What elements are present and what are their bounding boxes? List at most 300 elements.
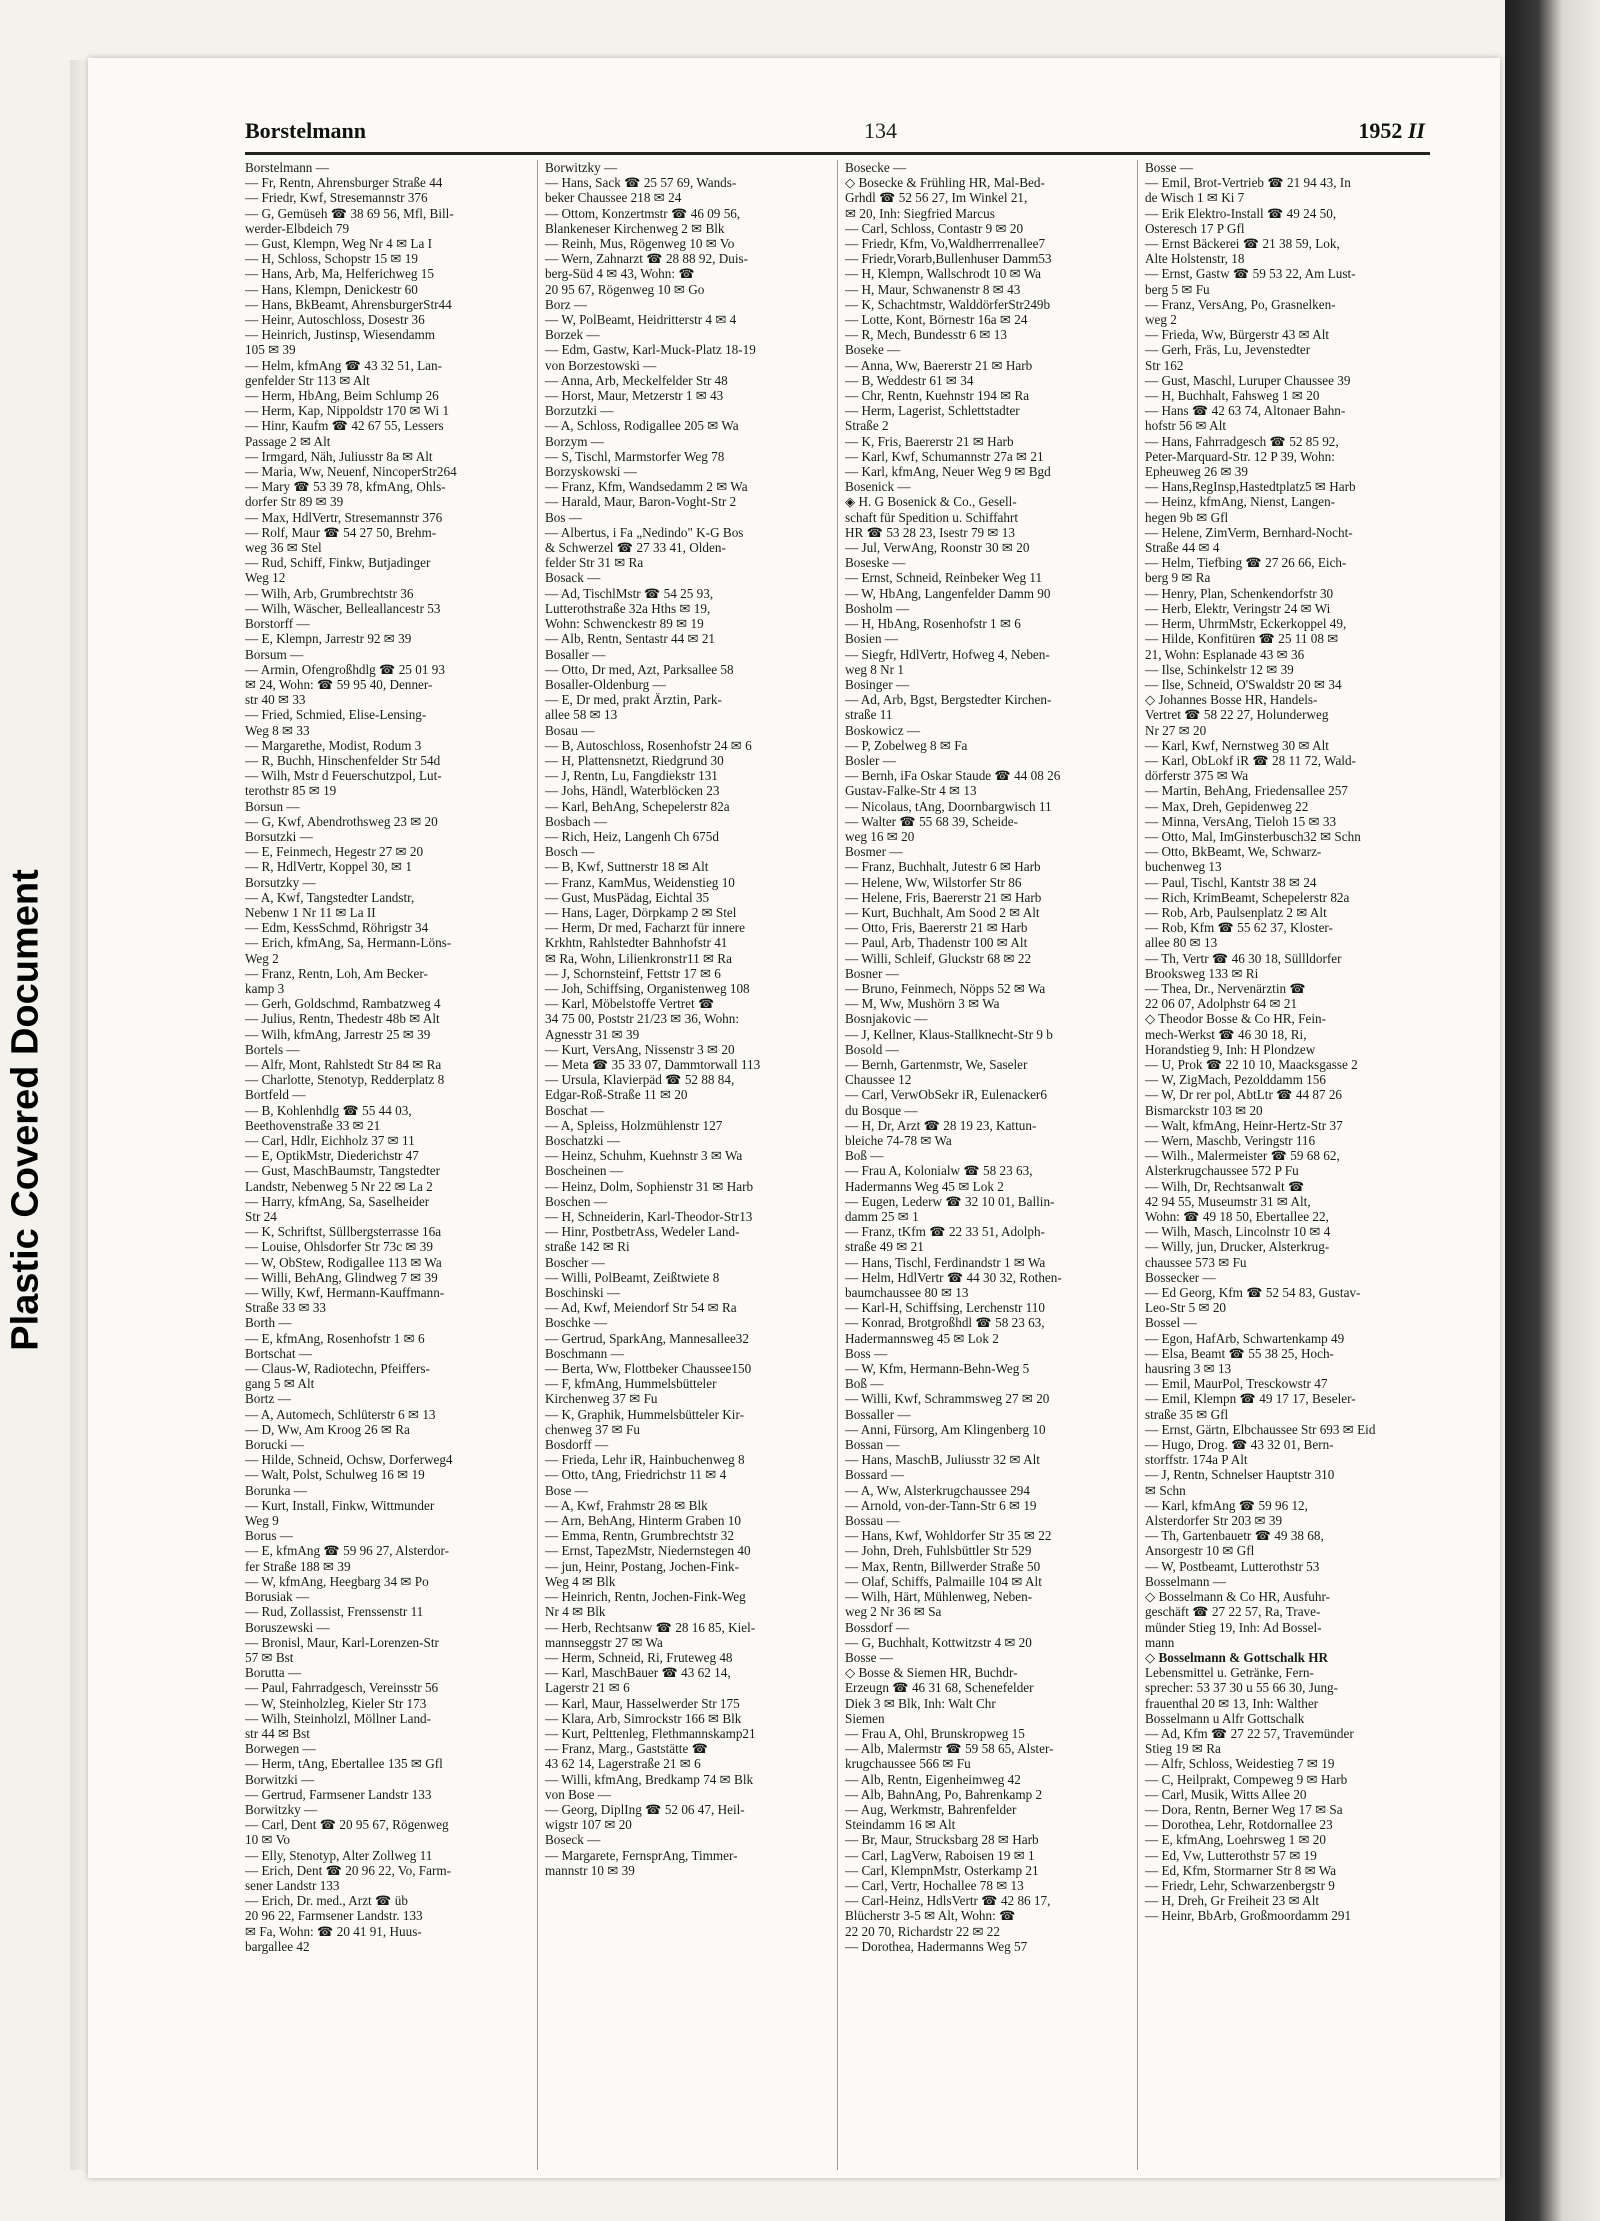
directory-entry-line: Bosenick —: [845, 479, 911, 495]
directory-entry-line: Bosinger —: [845, 676, 910, 692]
directory-entry-line: Vertret ☎ 58 22 27, Holunderweg: [1145, 707, 1329, 723]
directory-entry-line: Grhdl ☎ 52 56 27, Im Winkel 21,: [845, 190, 1028, 206]
directory-entry-line: baumchaussee 80 ✉ 13: [845, 1285, 969, 1301]
directory-entry-line: Bosold —: [845, 1041, 899, 1057]
directory-entry-line: krugchaussee 566 ✉ Fu: [845, 1756, 971, 1772]
directory-entry-line: — Herm, Lagerist, Schlettstadter: [845, 403, 1020, 419]
directory-entry-line: Ansorgestr 10 ✉ Gfl: [1145, 1543, 1255, 1559]
directory-entry-line: Leo-Str 5 ✉ 20: [1145, 1300, 1227, 1316]
directory-entry-line: Bossard —: [845, 1467, 904, 1483]
directory-entry-line: Alsterdorfer Str 203 ✉ 39: [1145, 1513, 1283, 1529]
directory-entry-line: — H, Dreh, Gr Freiheit 23 ✉ Alt: [1145, 1893, 1320, 1909]
directory-entry-line: — B, Weddestr 61 ✉ 34: [845, 372, 974, 388]
directory-entry-line: — C, Heilprakt, Compeweg 9 ✉ Harb: [1145, 1771, 1348, 1787]
column-3: [845, 160, 1131, 2170]
directory-entry-line: beker Chaussee 218 ✉ 24: [545, 190, 682, 206]
directory-entry-line: — Carl, Vertr, Hochallee 78 ✉ 13: [845, 1877, 1024, 1893]
directory-entry-line: 34 75 00, Poststr 21/23 ✉ 36, Wohn:: [545, 1011, 740, 1027]
directory-entry-line: Blücherstr 3-5 ✉ Alt, Wohn: ☎: [845, 1908, 1016, 1924]
directory-entry-line: — Frieda, Ww, Bürgerstr 43 ✉ Alt: [1145, 327, 1330, 343]
directory-entry-line: Bosau —: [545, 722, 595, 738]
directory-entry-line: Steindamm 16 ✉ Alt: [845, 1817, 956, 1833]
directory-entry-line: — Helene, Fris, Baererstr 21 ✉ Harb: [845, 889, 1042, 905]
directory-entry-line: Boseske —: [845, 555, 906, 571]
directory-entry-line: — Gust, MusPädag, Eichtal 35: [545, 889, 710, 905]
directory-entry-line: — M, Ww, Mushörn 3 ✉ Wa: [845, 996, 1000, 1012]
directory-entry-line: — Paul, Arb, Thadenstr 100 ✉ Alt: [845, 935, 1028, 951]
directory-entry-line: — Willy, Kwf, Hermann-Kauffmann-: [245, 1285, 445, 1301]
directory-entry-line: ◇ Bosecke & Frühling HR, Mal-Bed-: [845, 175, 1045, 191]
directory-entry-line: Borsum —: [245, 646, 304, 662]
directory-entry-line: — Egon, HafArb, Schwartenkamp 49: [1145, 1330, 1345, 1346]
directory-entry-line: weg 36 ✉ Stel: [245, 540, 322, 556]
directory-entry-line: weg 2 Nr 36 ✉ Sa: [845, 1604, 942, 1620]
directory-entry-line: Horandstieg 9, Inh: H Plondzew: [1145, 1041, 1316, 1057]
directory-entry-line: — Heinz, kfmAng, Nienst, Langen-: [1145, 494, 1336, 510]
directory-entry-line: ✉ Ra, Wohn, Lilienkronstr11 ✉ Ra: [545, 950, 732, 966]
directory-entry-line: Bossan —: [845, 1437, 900, 1453]
directory-entry-line: — Wilh, Steinholzl, Möllner Land-: [245, 1710, 432, 1726]
directory-entry-line: — Helm, kfmAng ☎ 43 32 51, Lan-: [245, 357, 442, 373]
directory-entry-line: Lebensmittel u. Getränke, Fern-: [1145, 1665, 1314, 1681]
directory-entry-line: — Otto, Mal, ImGinsterbusch32 ✉ Schn: [1145, 828, 1361, 844]
directory-entry-line: allee 80 ✉ 13: [1145, 935, 1218, 951]
directory-entry-line: straße 35 ✉ Gfl: [1145, 1406, 1229, 1422]
directory-entry-line: Bosner —: [845, 965, 899, 981]
directory-entry-line: — Heinr, Autoschloss, Dosestr 36: [245, 312, 425, 328]
directory-entry-line: — Arnold, von-der-Tann-Str 6 ✉ 19: [845, 1497, 1037, 1513]
directory-entry-line: — Nicolaus, tAng, Doornbargwisch 11: [845, 798, 1052, 814]
directory-entry-line: — Walt, kfmAng, Heinr-Hertz-Str 37: [1145, 1117, 1343, 1133]
directory-entry-line: Nr 27 ✉ 20: [1145, 722, 1207, 738]
directory-entry-line: Nr 4 ✉ Blk: [545, 1604, 606, 1620]
directory-entry-line: — Herm, tAng, Ebertallee 135 ✉ Gfl: [245, 1756, 443, 1772]
directory-entry-line: — Albertus, i Fa „Nedindo" K-G Bos: [545, 524, 744, 540]
directory-entry-line: — Wilh, kfmAng, Jarrestr 25 ✉ 39: [245, 1026, 431, 1042]
page-shadow: [70, 60, 88, 2170]
directory-entry-line: — Rud, Zollassist, Frenssenstr 11: [245, 1604, 424, 1620]
directory-entry-line: — Henry, Plan, Schenkendorfstr 30: [1145, 585, 1334, 601]
directory-entry-line: Hadermannsweg 45 ✉ Lok 2: [845, 1330, 999, 1346]
directory-entry-line: Bosack —: [545, 570, 601, 586]
directory-entry-line: — Anna, Arb, Meckelfelder Str 48: [545, 372, 728, 388]
directory-entry-line: 42 94 55, Museumstr 31 ✉ Alt,: [1145, 1193, 1311, 1209]
directory-entry-line: — Friedr, Kwf, Stresemannstr 376: [245, 190, 428, 206]
directory-entry-line: werder-Elbdeich 79: [245, 220, 350, 236]
directory-entry-line: — Chr, Rentn, Kuehnstr 194 ✉ Ra: [845, 388, 1030, 404]
directory-entry-line: — Carl-Heinz, HdlsVertr ☎ 42 86 17,: [845, 1893, 1051, 1909]
directory-entry-line: — Hans, MaschB, Juliusstr 32 ✉ Alt: [845, 1452, 1040, 1468]
directory-entry-line: — U, Prok ☎ 22 10 10, Maacksgasse 2: [1145, 1056, 1358, 1072]
directory-entry-line: Boruszewski —: [245, 1619, 330, 1635]
directory-entry-line: — Bruno, Feinmech, Nöpps 52 ✉ Wa: [845, 980, 1046, 996]
directory-entry-line: — Margarethe, Modist, Rodum 3: [245, 737, 422, 753]
directory-entry-line: ◇ Theodor Bosse & Co HR, Fein-: [1145, 1011, 1326, 1027]
directory-entry-line: — Gertrud, Farmsener Landstr 133: [245, 1786, 432, 1802]
directory-entry-line: weg 2: [1145, 312, 1177, 328]
directory-entry-line: — Herm, HbAng, Beim Schlump 26: [245, 388, 439, 404]
directory-entry-line: — Franz, Buchhalt, Jutestr 6 ✉ Harb: [845, 859, 1041, 875]
directory-entry-line: — Alfr, Mont, Rahlstedt Str 84 ✉ Ra: [245, 1056, 442, 1072]
directory-entry-line: — Ernst Bäckerei ☎ 21 38 59, Lok,: [1145, 236, 1340, 252]
directory-entry-line: Borzek —: [545, 327, 600, 343]
directory-entry-line: Borwitzky —: [545, 160, 618, 175]
directory-entry-line: — Ed Georg, Kfm ☎ 52 54 83, Gustav-: [1145, 1285, 1361, 1301]
directory-entry-line: — Dorothea, Hadermanns Weg 57: [845, 1938, 1028, 1954]
directory-entry-line: — Herb, Rechtsanw ☎ 28 16 85, Kiel-: [545, 1619, 756, 1635]
directory-entry-line: Boscher —: [545, 1254, 605, 1270]
directory-entry-line: Boß —: [845, 1376, 884, 1392]
directory-entry-line: — Rich, KrimBeamt, Schepelerstr 82a: [1145, 889, 1350, 905]
directory-entry-line: — Karl, MaschBauer ☎ 43 62 14,: [545, 1665, 731, 1681]
directory-entry-line: Boschke —: [545, 1315, 607, 1331]
directory-entry-line: Bossecker —: [1145, 1269, 1216, 1285]
side-label-text: Plastic Covered Document: [4, 869, 47, 1351]
directory-entry-line: — Wilh, Arb, Grumbrechtstr 36: [245, 585, 414, 601]
directory-entry-line: — Erich, Dr. med., Arzt ☎ üb: [245, 1893, 408, 1909]
directory-entry-line: Landstr, Nebenweg 5 Nr 22 ✉ La 2: [245, 1178, 433, 1194]
directory-entry-line: Bortschat —: [245, 1345, 313, 1361]
directory-entry-line: Weg 12: [245, 570, 286, 586]
directory-entry-line: — K, Graphik, Hummelsbütteler Kir-: [545, 1406, 744, 1422]
directory-entry-line: — H, Klempn, Wallschrodt 10 ✉ Wa: [845, 266, 1041, 282]
directory-entry-line: Str 24: [245, 1209, 277, 1225]
directory-entry-line: — Ad, Arb, Bgst, Bergstedter Kirchen-: [845, 692, 1052, 708]
directory-entry-line: — Claus-W, Radiotechn, Pfeiffers-: [245, 1361, 430, 1377]
directory-entry-line: — W, HbAng, Langenfelder Damm 90: [845, 585, 1051, 601]
directory-entry-line: — Fried, Schmied, Elise-Lensing-: [245, 707, 427, 723]
directory-entry-line: — Olaf, Schiffs, Palmaille 104 ✉ Alt: [845, 1573, 1042, 1589]
directory-entry-line: — Gerh, Goldschmd, Rambatzweg 4: [245, 996, 441, 1012]
directory-entry-line: — Hans, Tischl, Ferdinandstr 1 ✉ Wa: [845, 1254, 1046, 1270]
directory-entry-line: Bosselmann u Alfr Gottschalk: [1145, 1710, 1305, 1726]
directory-entry-line: — Irmgard, Näh, Juliusstr 8a ✉ Alt: [245, 448, 433, 464]
directory-entry-line: — Martin, BehAng, Friedensallee 257: [1145, 783, 1348, 799]
directory-entry-line: — H, Buchhalt, Fahsweg 1 ✉ 20: [1145, 388, 1320, 404]
directory-entry-line: — B, Kohlenhdlg ☎ 55 44 03,: [245, 1102, 412, 1118]
directory-entry-line: 22 06 07, Adolphstr 64 ✉ 21: [1145, 996, 1298, 1012]
running-head-year: [1358, 118, 1425, 144]
directory-entry-line: Bossdorf —: [845, 1619, 910, 1635]
directory-entry-line: Hadermanns Weg 45 ✉ Lok 2: [845, 1178, 1004, 1194]
directory-entry-line: Blankeneser Kirchenweg 2 ✉ Blk: [545, 220, 725, 236]
directory-entry-line: — G, Gemüseh ☎ 38 69 56, Mfl, Bill-: [245, 205, 454, 221]
directory-entry-line: — Helm, HdlVertr ☎ 44 30 32, Rothen-: [845, 1269, 1062, 1285]
directory-entry-line: Weg 9: [245, 1513, 279, 1529]
directory-entry-line: — Kurt, Install, Finkw, Wittmunder: [245, 1497, 435, 1513]
directory-entry-line: sener Landstr 133: [245, 1877, 340, 1893]
directory-entry-line: — Johs, Händl, Waterblöcken 23: [545, 783, 720, 799]
directory-entry-line: — Hans, Kwf, Wohldorfer Str 35 ✉ 22: [845, 1528, 1052, 1544]
directory-entry-line: sprecher: 53 37 30 u 55 66 30, Jung-: [1145, 1680, 1339, 1696]
directory-entry-line: ◇ Johannes Bosse HR, Handels-: [1145, 692, 1318, 708]
directory-entry-line: — Max, Dreh, Gepidenweg 22: [1145, 798, 1309, 814]
directory-entry-line: Bosse —: [845, 1649, 893, 1665]
directory-entry-line: Weg 8 ✉ 33: [245, 722, 310, 738]
directory-entry-line: — Rud, Schiff, Finkw, Butjadinger: [245, 555, 431, 571]
directory-entry-line: — W, Steinholzleg, Kieler Str 173: [245, 1695, 427, 1711]
directory-entry-line: — Jul, VerwAng, Roonstr 30 ✉ 20: [845, 540, 1030, 556]
directory-entry-line: Bosnjakovic —: [845, 1011, 928, 1027]
directory-entry-line: Bossaller —: [845, 1406, 911, 1422]
directory-entry-line: — Edm, KessSchmd, Röhrigstr 34: [245, 920, 429, 936]
directory-entry-line: — B, Autoschloss, Rosenhofstr 24 ✉ 6: [545, 737, 752, 753]
directory-entry-line: Lagerstr 21 ✉ 6: [545, 1680, 630, 1696]
directory-entry-line: straße 142 ✉ Ri: [545, 1239, 630, 1255]
directory-entry-line: — Ad, TischlMstr ☎ 54 25 93,: [545, 585, 714, 601]
directory-entry-line: Bossau —: [845, 1513, 900, 1529]
directory-entry-line: Borunka —: [245, 1482, 307, 1498]
directory-entry-line: — Willy, jun, Drucker, Alsterkrug-: [1145, 1239, 1330, 1255]
directory-entry-line: Osteresch 17 P Gfl: [1145, 220, 1245, 236]
directory-entry-line: — Carl, LagVerw, Raboisen 19 ✉ 1: [845, 1847, 1035, 1863]
directory-entry-line: Passage 2 ✉ Alt: [245, 433, 331, 449]
directory-entry-line: Wohn: ☎ 49 18 50, Ebertallee 22,: [1145, 1209, 1329, 1225]
directory-entry-line: — Emma, Rentn, Grumbrechtstr 32: [545, 1528, 734, 1544]
directory-entry-line: — Maria, Ww, Neuenf, NincoperStr264: [245, 464, 457, 480]
directory-entry-line: — Herm, Kap, Nippoldstr 170 ✉ Wi 1: [245, 403, 450, 419]
directory-entry-line: felder Str 31 ✉ Ra: [545, 555, 644, 571]
directory-entry-line: ◇ Bosselmann & Co HR, Ausfuhr-: [1145, 1589, 1330, 1605]
directory-entry-line: — Friedr, Lehr, Schwarzenbergstr 9: [1145, 1877, 1335, 1893]
directory-entry-line: — Karl, kfmAng, Neuer Weg 9 ✉ Bgd: [845, 464, 1051, 480]
directory-entry-line: — Alb, Malermstr ☎ 59 58 65, Alster-: [845, 1741, 1054, 1757]
directory-entry-line: frauenthal 20 ✉ 13, Inh: Walther: [1145, 1695, 1319, 1711]
directory-entry-line: — Bronisl, Maur, Karl-Lorenzen-Str: [245, 1634, 439, 1650]
directory-entry-line: 57 ✉ Bst: [245, 1649, 294, 1665]
directory-entry-line: Borth —: [245, 1315, 292, 1331]
directory-entry-line: — Lotte, Kont, Börnestr 16a ✉ 24: [845, 312, 1028, 328]
directory-entry-line: Siemen: [845, 1710, 885, 1726]
directory-entry-line: Borus —: [245, 1528, 293, 1544]
directory-entry-line: Borsutzki —: [245, 828, 313, 844]
directory-entry-line: — Wilh, Mstr d Feuerschutzpol, Lut-: [245, 768, 442, 784]
directory-entry-line: — Hilde, Schneid, Ochsw, Dorferweg4: [245, 1452, 453, 1468]
directory-entry-line: Bose —: [545, 1482, 588, 1498]
directory-entry-line: — John, Dreh, Fuhlsbüttler Str 529: [845, 1543, 1032, 1559]
directory-entry-line: — Wilh, Härt, Mühlenweg, Neben-: [845, 1589, 1033, 1605]
directory-entry-line: — Charlotte, Stenotyp, Redderplatz 8: [245, 1072, 445, 1088]
directory-entry-line: Borz —: [545, 296, 588, 312]
directory-entry-line: — Klara, Arb, Simrockstr 166 ✉ Blk: [545, 1710, 742, 1726]
directory-entry-line: Brooksweg 133 ✉ Ri: [1145, 965, 1259, 981]
directory-entry-line: — Karl, Kwf, Schumannstr 27a ✉ 21: [845, 448, 1044, 464]
directory-entry-line: mannstr 10 ✉ 39: [545, 1862, 635, 1878]
directory-entry-line: — A, Kwf, Tangstedter Landstr,: [245, 889, 415, 905]
directory-entry-line: — Alb, Rentn, Eigenheimweg 42: [845, 1771, 1021, 1787]
column-divider: [537, 160, 538, 2170]
directory-entry-line: hofstr 56 ✉ Alt: [1145, 418, 1227, 434]
directory-entry-line: — Thea, Dr., Nervenärztin ☎: [1145, 980, 1306, 996]
directory-entry-line: — W, PolBeamt, Heidritterstr 4 ✉ 4: [545, 312, 737, 328]
directory-entry-line: — Wilh., Malermeister ☎ 59 68 62,: [1145, 1148, 1340, 1164]
directory-entry-line: — Otto, BkBeamt, We, Schwarz-: [1145, 844, 1322, 860]
directory-entry-line: — Th, Vertr ☎ 46 30 18, Süllldorfer: [1145, 950, 1342, 966]
directory-entry-line: Bortfeld —: [245, 1087, 306, 1103]
directory-entry-line: ✉ 24, Wohn: ☎ 59 95 40, Denner-: [245, 676, 433, 692]
directory-entry-line: Peter-Marquard-Str. 12 P 39, Wohn:: [1145, 448, 1335, 464]
directory-entry-line: Borwitzky —: [245, 1801, 318, 1817]
directory-entry-line: — H, Schloss, Schopstr 15 ✉ 19: [245, 251, 418, 267]
directory-entry-line: mannseggstr 27 ✉ Wa: [545, 1634, 663, 1650]
directory-entry-line: — Walt, Polst, Schulweg 16 ✉ 19: [245, 1467, 425, 1483]
directory-entry-line: dörferstr 375 ✉ Wa: [1145, 768, 1249, 784]
directory-entry-line: — Herm, Schneid, Ri, Fruteweg 48: [545, 1649, 733, 1665]
directory-entry-line: chenweg 37 ✉ Fu: [545, 1421, 640, 1437]
directory-entry-line: — Carl, Musik, Witts Allee 20: [1145, 1786, 1307, 1802]
directory-entry-line: str 44 ✉ Bst: [245, 1725, 310, 1741]
directory-entry-line: — H, HbAng, Rosenhofstr 1 ✉ 6: [845, 616, 1021, 632]
directory-entry-line: — Harry, kfmAng, Sa, Saselheider: [245, 1193, 430, 1209]
directory-entry-line: fer Straße 188 ✉ 39: [245, 1558, 351, 1574]
directory-entry-line: geschäft ☎ 27 22 57, Ra, Trave-: [1145, 1604, 1321, 1620]
directory-entry-line: — Gust, MaschBaumstr, Tangstedter: [245, 1163, 440, 1179]
directory-entry-line: chaussee 573 ✉ Fu: [1145, 1254, 1247, 1270]
directory-entry-line: — Hinr, Kaufm ☎ 42 67 55, Lessers: [245, 418, 444, 434]
directory-entry-line: terothstr 85 ✉ 19: [245, 783, 337, 799]
directory-entry-line: Boschatzki —: [545, 1133, 621, 1148]
directory-entry-line: — E, OptikMstr, Diederichstr 47: [245, 1148, 419, 1164]
directory-entry-line: Borucki —: [245, 1437, 304, 1453]
directory-entry-line: Boscheinen —: [545, 1163, 624, 1179]
directory-entry-line: Boseke —: [845, 342, 901, 358]
directory-entry-line: — Hinr, PostbetrAss, Wedeler Land-: [545, 1224, 740, 1240]
directory-entry-line: Bortels —: [245, 1041, 300, 1057]
directory-entry-line: allee 58 ✉ 13: [545, 707, 618, 723]
directory-entry-line: — Friedr,Vorarb,Bullenhuser Damm53: [845, 251, 1052, 267]
directory-entry-line: — Ernst, Schneid, Reinbeker Weg 11: [845, 570, 1043, 586]
directory-entry-line: — Carl, Hdlr, Eichholz 37 ✉ 11: [245, 1133, 415, 1148]
directory-entry-line: — Hans,RegInsp,Hastedtplatz5 ✉ Harb: [1145, 479, 1356, 495]
directory-entry-line: Borsutzky —: [245, 874, 316, 890]
directory-entry-line: — Franz, Marg., Gaststätte ☎: [545, 1741, 709, 1757]
directory-entry-line: — Reinh, Mus, Rögenweg 10 ✉ Vo: [545, 236, 735, 252]
directory-entry-line: — W, Postbeamt, Lutterothstr 53: [1145, 1558, 1320, 1574]
directory-entry-line: — E, kfmAng ☎ 59 96 27, Alsterdor-: [245, 1543, 450, 1559]
directory-entry-line: — J, Schornsteinf, Fettstr 17 ✉ 6: [545, 965, 721, 981]
directory-entry-line: — Erik Elektro-Install ☎ 49 24 50,: [1145, 205, 1337, 221]
directory-entry-line: — Gust, Maschl, Luruper Chaussee 39: [1145, 372, 1351, 388]
directory-entry-line: Stieg 19 ✉ Ra: [1145, 1741, 1221, 1757]
directory-entry-line: — K, Schachtmstr, WalddörferStr249b: [845, 296, 1051, 312]
directory-entry-line: — R, Mech, Bundesstr 6 ✉ 13: [845, 327, 1007, 343]
directory-entry-line: — Ernst, TapezMstr, Niedernstegen 40: [545, 1543, 751, 1559]
directory-entry-line: — Carl, Schloss, Contastr 9 ✉ 20: [845, 220, 1024, 236]
directory-entry-line: — E, Klempn, Jarrestr 92 ✉ 39: [245, 631, 412, 647]
directory-entry-line: hausring 3 ✉ 13: [1145, 1361, 1232, 1377]
directory-entry-line: — Alb, BahnAng, Po, Bahrenkamp 2: [845, 1786, 1043, 1802]
directory-entry-line: — Kurt, Pelttenleg, Flethmannskamp21: [545, 1725, 756, 1741]
directory-entry-line: — Willi, BehAng, Glindweg 7 ✉ 39: [245, 1269, 438, 1285]
directory-entry-line: — H, Schneiderin, Karl-Theodor-Str13: [545, 1209, 753, 1225]
directory-entry-line: Chaussee 12: [845, 1072, 912, 1088]
directory-entry-line: — A, Schloss, Rodigallee 205 ✉ Wa: [545, 418, 739, 434]
directory-entry-line: — Heinrich, Rentn, Jochen-Fink-Weg: [545, 1589, 746, 1605]
directory-entry-line: — S, Tischl, Marmstorfer Weg 78: [545, 448, 725, 464]
directory-entry-line: 20 95 67, Rögenweg 10 ✉ Go: [545, 281, 705, 297]
directory-entry-line: — Hans, Arb, Ma, Helferichweg 15: [245, 266, 434, 282]
directory-entry-line: — Gust, Klempn, Weg Nr 4 ✉ La I: [245, 236, 433, 252]
directory-entry-line: ✉ Fa, Wohn: ☎ 20 41 91, Huus-: [245, 1923, 422, 1939]
directory-columns: [245, 160, 1430, 2170]
directory-entry-line: Bortz —: [245, 1391, 291, 1407]
directory-entry-line: — W, Kfm, Hermann-Behn-Weg 5: [845, 1361, 1030, 1377]
directory-entry-line: — Friedr, Kfm, Vo,Waldherrrenallee7: [845, 236, 1046, 252]
directory-entry-line: — Herm, Dr med, Facharzt für innere: [545, 920, 745, 936]
directory-entry-line: Boseck —: [545, 1832, 601, 1848]
directory-entry-line: Krkhtn, Rahlstedter Bahnhofstr 41: [545, 935, 728, 951]
directory-entry-line: Gustav-Falke-Str 4 ✉ 13: [845, 783, 977, 799]
directory-entry-line: — Ad, Kfm ☎ 27 22 57, Travemünder: [1145, 1725, 1354, 1741]
directory-entry-line: Bosecke —: [845, 160, 907, 175]
directory-entry-line: — Hans, Klempn, Denickestr 60: [245, 281, 418, 297]
directory-entry-line: Kirchenweg 37 ✉ Fu: [545, 1391, 658, 1407]
directory-entry-line: — Minna, VersAng, Tieloh 15 ✉ 33: [1145, 813, 1337, 829]
directory-entry-line: — Anni, Fürsorg, Am Klingenberg 10: [845, 1421, 1046, 1437]
directory-entry-line: 21, Wohn: Esplanade 43 ✉ 36: [1145, 646, 1305, 662]
directory-entry-line: — G, Kwf, Abendrothsweg 23 ✉ 20: [245, 813, 438, 829]
directory-entry-line: Beethovenstraße 33 ✉ 21: [245, 1117, 381, 1133]
directory-entry-line: Bosaller —: [545, 646, 606, 662]
directory-entry-line: buchenweg 13: [1145, 859, 1222, 875]
directory-entry-line: Borstorff —: [245, 616, 310, 632]
directory-entry-line: — Helene, ZimVerm, Bernhard-Nocht-: [1145, 524, 1353, 540]
directory-entry-line: — Th, Gartenbauetr ☎ 49 38 68,: [1145, 1528, 1324, 1544]
directory-entry-line: berg 5 ✉ Fu: [1145, 281, 1210, 297]
directory-entry-line: Borutta —: [245, 1665, 302, 1681]
directory-entry-line: — Alfr, Schloss, Weidestieg 7 ✉ 19: [1145, 1756, 1335, 1772]
directory-entry-line: — Otto, Fris, Baererstr 21 ✉ Harb: [845, 920, 1028, 936]
directory-entry-line: wigstr 107 ✉ 20: [545, 1817, 632, 1833]
directory-entry-line: Bosmer —: [845, 844, 903, 860]
directory-entry-line: 105 ✉ 39: [245, 342, 296, 358]
directory-entry-line: — Willi, PolBeamt, Zeißtwiete 8: [545, 1269, 720, 1285]
directory-entry-line: — Ursula, Klavierpäd ☎ 52 88 84,: [545, 1072, 735, 1088]
directory-entry-line: — Karl-H, Schiffsing, Lerchenstr 110: [845, 1300, 1045, 1316]
directory-entry-line: Borwitzki —: [245, 1771, 315, 1787]
directory-entry-line: — Herb, Elektr, Veringstr 24 ✉ Wi: [1145, 600, 1331, 616]
directory-entry-line: — Ilse, Schneid, O'Swaldstr 20 ✉ 34: [1145, 676, 1342, 692]
directory-entry-line: — Rob, Arb, Paulsenplatz 2 ✉ Alt: [1145, 904, 1327, 920]
directory-entry-line: — A, Ww, Alsterkrugchaussee 294: [845, 1482, 1030, 1498]
volume-numeral: II: [1407, 118, 1425, 143]
directory-entry-line: 22 20 70, Richardstr 22 ✉ 22: [845, 1923, 1000, 1939]
directory-entry-line: — Ed, Kfm, Stormarner Str 8 ✉ Wa: [1145, 1862, 1337, 1878]
directory-entry-line: — Karl, Maur, Hasselwerder Str 175: [545, 1695, 740, 1711]
directory-entry-line: — G, Buchhalt, Kottwitzstr 4 ✉ 20: [845, 1634, 1032, 1650]
directory-entry-line: — A, Kwf, Frahmstr 28 ✉ Blk: [545, 1497, 708, 1513]
directory-entry-line: — Wern, Maschb, Veringstr 116: [1145, 1133, 1316, 1148]
directory-entry-line: — Gerh, Fräs, Lu, Jevenstedter: [1145, 342, 1311, 358]
directory-entry-line: HR ☎ 53 28 23, Isestr 79 ✉ 13: [845, 524, 1015, 540]
directory-entry-line: Alsterkrugchaussee 572 P Fu: [1145, 1163, 1299, 1179]
directory-entry-line: Borwegen —: [245, 1741, 316, 1757]
column-4: [1145, 160, 1431, 2170]
directory-entry-line: Lutterothstraße 32a Hths ✉ 19,: [545, 600, 711, 616]
directory-entry-line: von Bose —: [545, 1786, 611, 1802]
directory-entry-line: — Konrad, Brotgroßhdl ☎ 58 23 63,: [845, 1315, 1045, 1331]
directory-entry-line: — Frieda, Lehr iR, Hainbuchenweg 8: [545, 1452, 745, 1468]
directory-entry-line: — Ottom, Konzertmstr ☎ 46 09 56,: [545, 205, 741, 221]
directory-entry-line: dorfer Str 89 ✉ 39: [245, 494, 344, 510]
directory-entry-line: von Borzestowski —: [545, 357, 657, 373]
directory-entry-line: — Edm, Gastw, Karl-Muck-Platz 18-19: [545, 342, 756, 358]
directory-entry-line: — Karl, BehAng, Schepelerstr 82a: [545, 798, 730, 814]
directory-entry-line: — Ernst, Gastw ☎ 59 53 22, Am Lust-: [1145, 266, 1356, 282]
directory-entry-line: berg 9 ✉ Ra: [1145, 570, 1211, 586]
directory-entry-line: — Aug, Werkmstr, Bahrenfelder: [845, 1801, 1017, 1817]
directory-entry-line: Boß —: [845, 1148, 884, 1164]
